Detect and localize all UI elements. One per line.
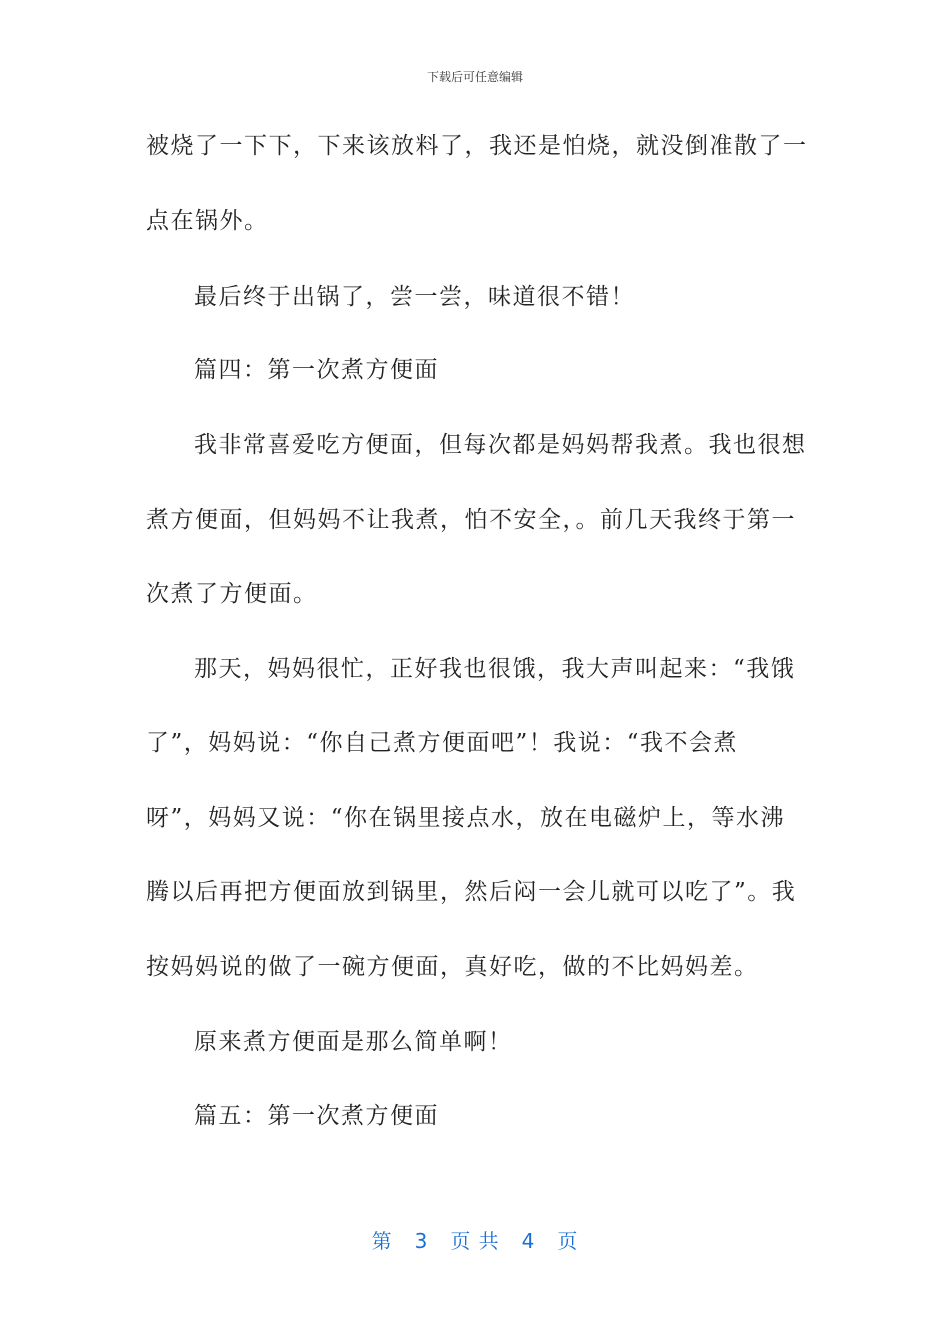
body-line: 那天，妈妈很忙，正好我也很饿，我大声叫起来：“我饿 — [194, 656, 796, 682]
body-line: 原来煮方便面是那么简单啊！ — [194, 1029, 513, 1055]
footer-suffix: 页 — [557, 1229, 579, 1253]
body-line: 煮方便面，但妈妈不让我煮，怕不安全，。前几天我终于第一 — [146, 507, 796, 533]
body-line: 呀”，妈妈又说：“你在锅里接点水，放在电磁炉上，等水沸 — [146, 805, 786, 831]
body-line: 我非常喜爱吃方便面，但每次都是妈妈帮我煮。我也很想 — [194, 432, 807, 458]
section-heading: 篇四：第一次煮方便面 — [194, 357, 439, 383]
section-heading: 篇五：第一次煮方便面 — [194, 1103, 439, 1129]
body-line: 按妈妈说的做了一碗方便面，真好吃，做的不比妈妈差。 — [146, 954, 759, 980]
body-line: 点在锅外。 — [146, 208, 269, 234]
body-line: 次煮了方便面。 — [146, 581, 318, 607]
page-header: 下载后可任意编辑 — [426, 70, 523, 84]
body-line: 最后终于出锅了，尝一尝，味道很不错！ — [194, 284, 635, 310]
body-line: 被烧了一下下，下来该放料了，我还是怕烧，就没倒准散了一 — [146, 133, 808, 159]
footer-prefix: 第 — [371, 1229, 393, 1253]
total-page-number: 4 — [521, 1229, 536, 1253]
body-line: 腾以后再把方便面放到锅里，然后闷一会儿就可以吃了”。我 — [146, 879, 797, 905]
footer-middle: 页 共 — [450, 1229, 500, 1253]
page-footer — [0, 1225, 950, 1254]
current-page-number: 3 — [414, 1229, 429, 1253]
body-line: 了”，妈妈说：“你自己煮方便面吧”！我说：“我不会煮 — [146, 730, 739, 756]
